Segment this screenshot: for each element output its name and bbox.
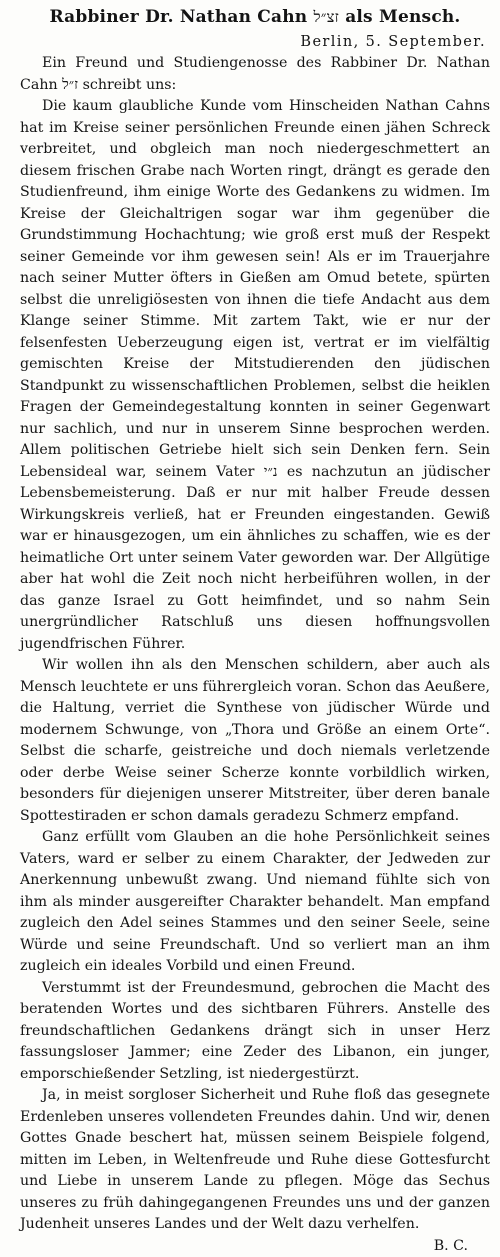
article-intro: Ein Freund und Studiengenosse des Rabbiner Dr. Nathan Cahn ז״ל schreibt uns: (20, 53, 490, 96)
article-dateline: Berlin, 5. September. (20, 32, 490, 53)
article-paragraph: Die kaum glaubliche Kunde vom Hinscheiden Nathan Cahns hat im Kreise seiner persönlichen Freunde einen jähen Schreck verbreitet, und obgleich man noch niedergeschmettert an diesem frischen Grabe nach Worten ringt, drängt es gerade den Studienfreund, ihm einige Worte des Gedankens zu widmen. Im Kreise der Gleichaltrigen sogar war ihm gegenüber die Grundstimmung Hochachtung; wie groß erst muß der Respekt seiner Gemeinde vor ihm gewesen sein! Als er im Trauerjahre nach seiner Mutter öfters in Gießen am Omud betete, spürten selbst die unreligiösesten von ihnen die tiefe Andacht aus dem Klange seiner Stimme. Mit zartem Takt, wie er nur der felsenfesten Ueberzeugung eigen ist, vertrat er im vielfältig gemischten Kreise der Mitstudierenden den jüdischen Standpunkt zu wissenschaftlichen Problemen, selbst die heiklen Fragen der Gemeindegestaltung konnten in seiner Gegenwart nur sachlich, und nur in unserem Sinne besprochen werden. Allem politischen Getriebe hielt sich sein Denken fern. Sein Lebensideal war, seinem Vater נ״י es nachzutun an jüdischer Lebensbemeisterung. Daß er nur mit halber Freude dessen Wirkungskreis verließ, hat er Freunden eingestanden. Gewiß war er hinausgezogen, um ein ähnliches zu schaffen, wie es der heimatliche Ort unter seinem Vater geworden war. Der Allgütige aber hat wohl die Zeit noch nicht herbeiführen wollen, in der das ganze Israel zu Gott heimfindet, und so nahm Sein unergründlicher Ratschluß uns diesen hoffnungsvollen jugendfrischen Führer. (20, 96, 490, 655)
headline-rest: als Mensch. (345, 7, 460, 27)
article-paragraph: Verstummt ist der Freundesmund, gebrochen die Macht des beratenden Wortes und des sichtbaren Führers. Anstelle des freundschaftlichen Gedankens drängt sich in unser Herz fassungsloser Jammer; eine Zeder des Libanon, ein junger, emporschießender Setzling, ist niedergestürzt. (20, 978, 490, 1086)
headline-text: Rabbiner Dr. Nathan Cahn (49, 7, 307, 27)
article-headline (20, 6, 490, 28)
article-paragraph: Ja, in meist sorgloser Sicherheit und Ruhe floß das gesegnete Erdenleben unseres vollendeten Freundes dahin. Und wir, denen Gottes Gnade beschert hat, müssen seinem Beispiele folgend, mitten im Leben, in Weltenfreude und Ruhe diese Gottesfurcht und Liebe in unserem Lande zu pflegen. Möge das Sechus unseres zu früh dahingegangenen Freundes uns und der ganzen Judenheit unseres Landes und der Welt dazu verhelfen. (20, 1085, 490, 1236)
article-paragraph: Ganz erfüllt vom Glauben an die hohe Persönlichkeit seines Vaters, ward er selber zu einem Charakter, der Jedweden zur Anerkennung unbewußt zwang. Und niemand fühlte sich von ihm als minder ausgereifter Charakter behandelt. Man empfand zugleich den Adel seines Stammes und den seiner Seele, seine Würde und seine Freundschaft. Und so verliert man an ihm zugleich ein ideales Vorbild und einen Freund. (20, 827, 490, 978)
article-signature: B. C. (20, 1236, 490, 1257)
article-paragraph: Wir wollen ihn als den Menschen schildern, aber auch als Mensch leuchtete er uns führergleich voran. Schon das Aeußere, die Haltung, verriet die Synthese von jüdischer Würde und modernem Schwunge, von „Thora und Größe an einem Orte“. Selbst die scharfe, geistreiche und doch niemals verletzende oder derbe Weise seiner Scherze konnte vorbildlich wirken, besonders für diejenigen unserer Mitstreiter, über deren banale Spottestiraden er schon damals geradezu Schmerz empfand. (20, 655, 490, 827)
headline-hebrew-honorific: זצ״ל (314, 8, 340, 26)
